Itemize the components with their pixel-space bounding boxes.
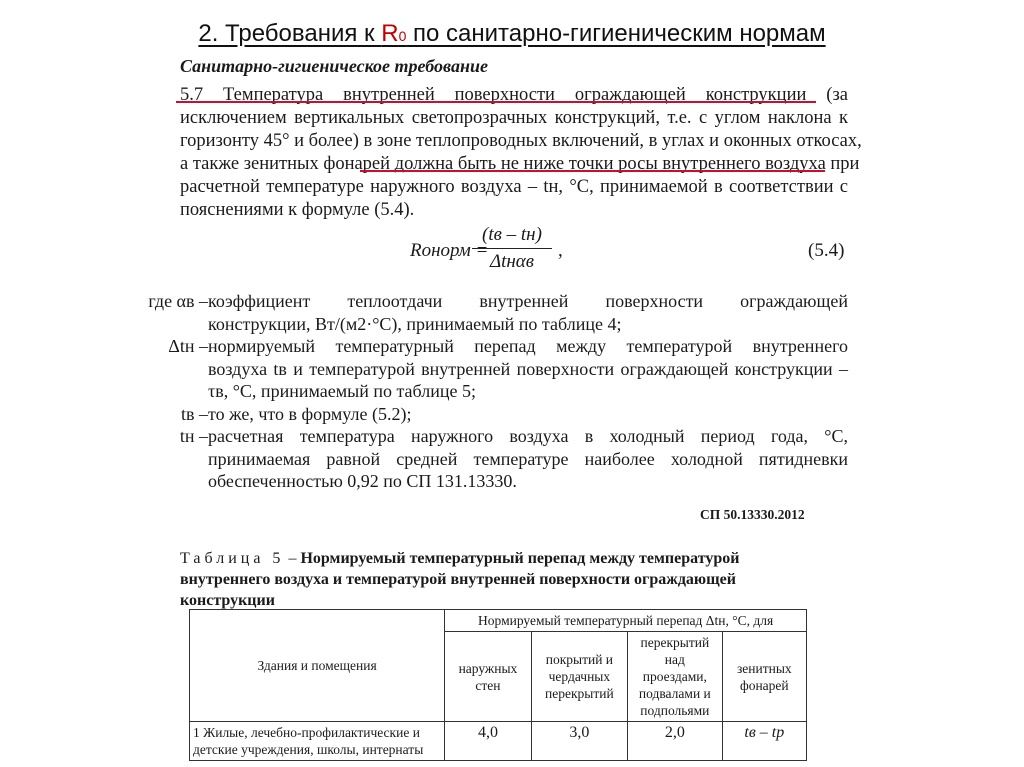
definition-symbol: Δtн – (168, 336, 208, 356)
definition-text (208, 290, 848, 335)
source-reference: СП 50.13330.2012 (700, 507, 805, 522)
column-header: наружных стен (445, 632, 531, 722)
table-caption-dash: – (284, 550, 301, 567)
column-header: перекрытий над проездами, подвалами и подпольями (628, 632, 723, 722)
definition-symbol: где αв – (148, 291, 208, 311)
formula-numerator: (tв – tн) (472, 224, 552, 249)
definition-item (130, 425, 848, 493)
row-name: 1 Жилые, лечебно-профилактические и детские учреждения, школы, интернаты (190, 722, 445, 761)
formula-number: (5.4) (808, 240, 845, 261)
title-suffix: по санитарно-гигиеническим нормам (406, 20, 826, 47)
paragraph-line: 5.7 Температура внутренней поверхности ограждающей конструкции (за (180, 85, 848, 105)
table-caption-title: Нормируемый температурный перепад между температурой внутреннего воздуха и температурой внутренней поверхности ограждающей конструкции (180, 550, 740, 609)
paragraph-line: а также зенитных фонарей должна быть не ниже точки росы внутреннего воздуха при (180, 154, 860, 174)
table-row (190, 722, 807, 761)
cell-value: 2,0 (628, 722, 723, 761)
definition-line: коэффициент теплоотдачи внутренней поверхности ограждающей (208, 291, 848, 311)
definition-symbol: tн – (179, 426, 208, 446)
definition-text (208, 335, 848, 403)
formula-denominator: Δtнαв (489, 251, 535, 272)
table-caption-label: Таблица 5 (180, 550, 285, 567)
definition-line: нормируемый температурный перепад между температурой внутреннего (208, 336, 848, 356)
paragraph-line: исключением вертикальных светопрозрачных конструкций, т.е. с углом наклона к (180, 108, 848, 128)
definition-text (208, 425, 848, 493)
definition-text (208, 403, 848, 426)
paragraph-line: расчетной температуре наружного воздуха – tн, °С, принимаемой в соответствии с (180, 177, 848, 197)
cell-value: 4,0 (445, 722, 531, 761)
definition-line: конструкции, Вт/(м2·°С), принимаемый по таблице 4; (208, 313, 622, 334)
title-symbol: R (381, 20, 399, 47)
title-prefix: 2. Требования к (198, 20, 382, 47)
cell-value: 3,0 (531, 722, 627, 761)
column-header: зенитных фонарей (722, 632, 806, 722)
definition-line: обеспеченностью 0,92 по СП 131.13330. (208, 471, 517, 491)
highlight-underline (360, 170, 825, 172)
definition-line: τв, °С, принимаемый по таблице 5; (208, 381, 476, 401)
definition-item (130, 290, 848, 335)
formula-lhs: Rонорм = (410, 240, 489, 261)
column-header: покрытий и чердачных перекрытий (531, 632, 627, 722)
paragraph-line: пояснениями к формуле (5.4). (180, 200, 415, 220)
definition-item (130, 403, 848, 426)
cell-value: tв – tр (722, 722, 806, 761)
definition-line: то же, что в формуле (5.2); (208, 403, 412, 424)
header-group: Нормируемый температурный перепад Δtн, °С, для (445, 610, 807, 632)
formula-comma: , (558, 240, 563, 261)
definition-line: принимаемая равной средней температуре наиболее холодной пятидневки (208, 448, 848, 469)
definitions-list (130, 290, 848, 493)
definition-line: воздуха tв и температурой внутренней поверхности ограждающей конструкции – (208, 358, 848, 379)
definition-item (130, 335, 848, 403)
highlight-underline (176, 101, 816, 103)
header-rowname: Здания и помещения (190, 610, 445, 722)
paragraph-line: горизонту 45° и более) в зоне теплопроводных включений, в углах и оконных откосах, (180, 131, 862, 151)
definition-line: расчетная температура наружного воздуха в холодный период года, °С, (208, 426, 848, 446)
norm-table (189, 609, 807, 761)
title-symbol-subscript: 0 (398, 28, 407, 44)
slide-title (0, 20, 1024, 48)
table-header-row (190, 610, 807, 632)
formula-fraction (472, 224, 552, 273)
section-heading: Санитарно-гигиеническое требование (180, 56, 488, 76)
requirement-paragraph (180, 84, 862, 222)
table-caption (180, 548, 808, 611)
definition-symbol: tв – (181, 403, 208, 424)
